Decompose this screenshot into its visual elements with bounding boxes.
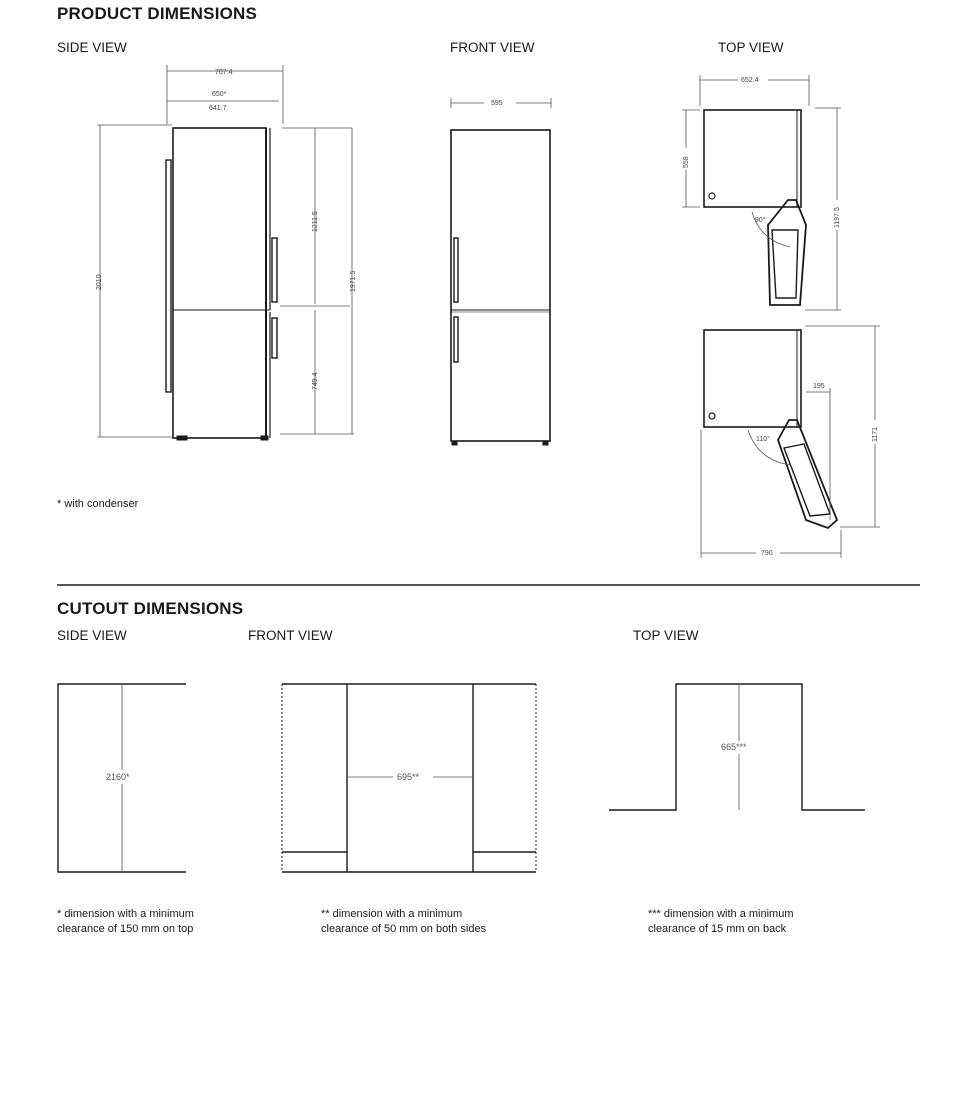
product-side-view-label: SIDE VIEW [57, 40, 127, 55]
cutout-side-view-label: SIDE VIEW [57, 628, 127, 643]
cutout-front-dim-label: 695** [397, 772, 420, 782]
side-depth-total-label: 707.4 [215, 69, 233, 76]
cutout-top-view-label: TOP VIEW [633, 628, 699, 643]
side-depth-condenser-label: 650* [212, 91, 227, 98]
product-top-view-90-drawing [682, 75, 841, 310]
cutout-front-note: ** dimension with a minimum clearance of 50 mm on both sides [321, 908, 487, 935]
top-depth-label: 558 [683, 156, 690, 168]
cutout-dimensions-title: CUTOUT DIMENSIONS [57, 599, 244, 618]
side-depth-body-label: 641.7 [209, 105, 227, 112]
top-offset-label: 195 [813, 383, 825, 390]
cutout-side-dim-label: 2160* [106, 772, 130, 782]
product-top-view-label: TOP VIEW [718, 40, 784, 55]
product-top-view-110-drawing [701, 326, 880, 558]
product-front-view-drawing [451, 98, 551, 445]
condenser-note: * with condenser [57, 498, 139, 510]
cutout-top-dim-label: 665*** [721, 742, 747, 752]
side-lower-door-label: 749.4 [312, 372, 319, 390]
top-open90-depth-label: 1197.5 [834, 207, 841, 228]
cutout-front-view-label: FRONT VIEW [248, 628, 333, 643]
top-width-open-label: 790 [761, 550, 773, 557]
side-height-label: 2010 [96, 274, 103, 290]
top-angle-110-label: 110° [756, 436, 770, 443]
product-front-view-label: FRONT VIEW [450, 40, 535, 55]
front-width-label: 595 [491, 100, 503, 107]
cutout-side-note: * dimension with a minimum clearance of 150 mm on top [57, 908, 194, 935]
top-angle-90-label: 90° [755, 217, 766, 224]
top-open110-depth-label: 1171 [872, 426, 879, 442]
top-width-label: 652.4 [741, 77, 759, 84]
cutout-top-note: *** dimension with a minimum clearance of 15 mm on back [648, 908, 794, 935]
side-door-total-label: 1971.5 [350, 270, 357, 292]
side-upper-door-label: 1211.5 [312, 211, 319, 232]
product-dimensions-title: PRODUCT DIMENSIONS [57, 4, 258, 23]
